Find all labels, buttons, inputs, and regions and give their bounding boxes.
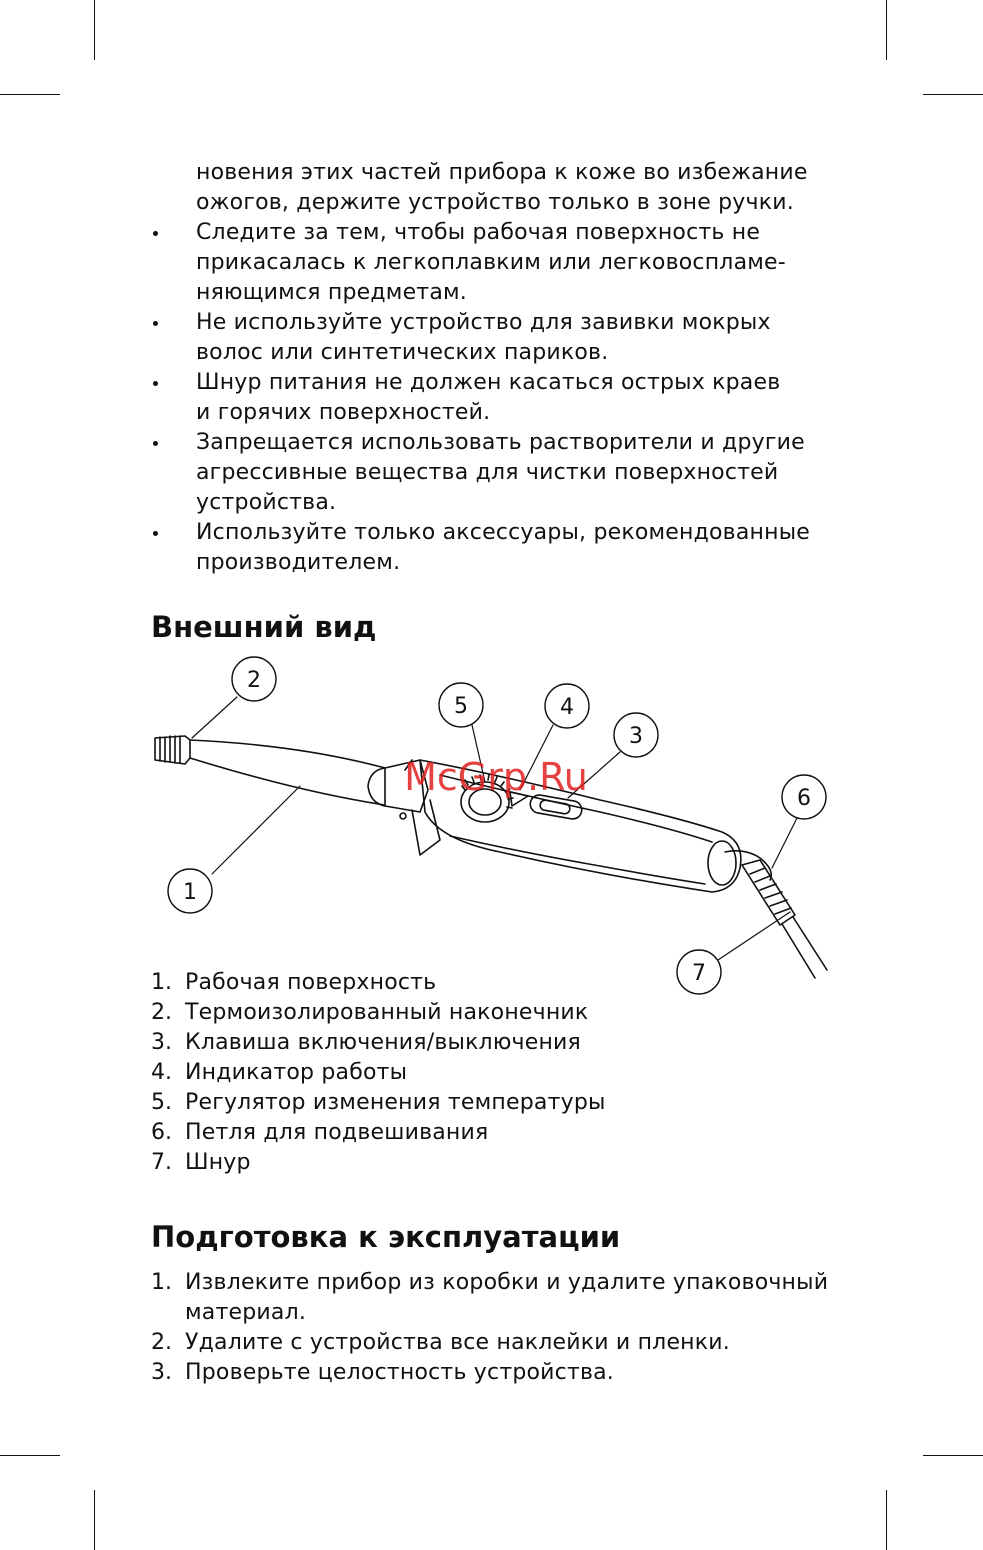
callout-7-label: 7 xyxy=(692,961,706,986)
bullet-line: и горячих поверхностей. xyxy=(196,400,491,425)
part-label: Рабочая поверхность xyxy=(185,970,437,995)
callout-4-label: 4 xyxy=(560,695,574,720)
part-number: 3. xyxy=(151,1030,172,1055)
callout-3-label: 3 xyxy=(629,724,643,749)
bullet-line: агрессивные вещества для чистки поверхностей xyxy=(196,460,779,485)
step-number: 3. xyxy=(151,1360,172,1385)
callout-circles xyxy=(168,657,826,994)
part-number: 2. xyxy=(151,1000,172,1025)
cord-strain-relief xyxy=(742,860,795,925)
callout-1-label: 1 xyxy=(183,880,197,905)
step-line: материал. xyxy=(185,1300,307,1325)
stand-clip xyxy=(412,800,440,855)
section-title-preparation: Подготовка к эксплуатации xyxy=(151,1220,621,1254)
bullet-line: производителем. xyxy=(196,550,401,575)
step-line: Удалите с устройства все наклейки и пленки. xyxy=(185,1330,730,1355)
bullet-line: няющимся предметам. xyxy=(196,280,467,305)
callout-2-label: 2 xyxy=(247,668,261,693)
part-number: 1. xyxy=(151,970,172,995)
callout-6-label: 6 xyxy=(797,786,811,811)
part-number: 7. xyxy=(151,1150,172,1175)
intro-line: ожогов, держите устройство только в зоне ручки. xyxy=(196,190,794,215)
bullet-line: устройства. xyxy=(196,490,337,515)
barrel-collar xyxy=(368,768,385,806)
callout-5-label: 5 xyxy=(454,694,468,719)
part-number: 6. xyxy=(151,1120,172,1145)
step-line: Извлеките прибор из коробки и удалите упаковочный xyxy=(185,1270,829,1295)
intro-line: новения этих частей прибора к коже во избежание xyxy=(196,160,808,185)
working-surface xyxy=(190,740,385,805)
bullet-line: волос или синтетических париков. xyxy=(196,340,609,365)
part-label: Шнур xyxy=(185,1150,251,1175)
power-cord xyxy=(782,917,827,978)
bullet-line: прикасалась к легкоплавким или легковоспламе- xyxy=(196,250,786,275)
bullet-line: Запрещается использовать растворители и другие xyxy=(196,430,805,455)
bullet-line: Не используйте устройство для завивки мокрых xyxy=(196,310,771,335)
watermark: McGrp.Ru xyxy=(404,755,588,799)
part-label: Петля для подвешивания xyxy=(185,1120,489,1145)
part-number: 4. xyxy=(151,1060,172,1085)
section-title-appearance: Внешний вид xyxy=(151,610,377,644)
part-label: Регулятор изменения температуры xyxy=(185,1090,606,1115)
part-label: Клавиша включения/выключения xyxy=(185,1030,581,1055)
handle-end-cap xyxy=(708,841,736,885)
bullet-line: Шнур питания не должен касаться острых краев xyxy=(196,370,781,395)
step-number: 2. xyxy=(151,1330,172,1355)
part-label: Индикатор работы xyxy=(185,1060,408,1085)
bullet-line: Используйте только аксессуары, рекомендованные xyxy=(196,520,810,545)
leader-lines xyxy=(192,697,797,960)
step-number: 1. xyxy=(151,1270,172,1295)
step-line: Проверьте целостность устройства. xyxy=(185,1360,615,1385)
insulated-tip xyxy=(155,736,190,764)
part-number: 5. xyxy=(151,1090,172,1115)
part-label: Термоизолированный наконечник xyxy=(185,1000,589,1025)
bullet-line: Следите за тем, чтобы рабочая поверхность не xyxy=(196,220,761,245)
